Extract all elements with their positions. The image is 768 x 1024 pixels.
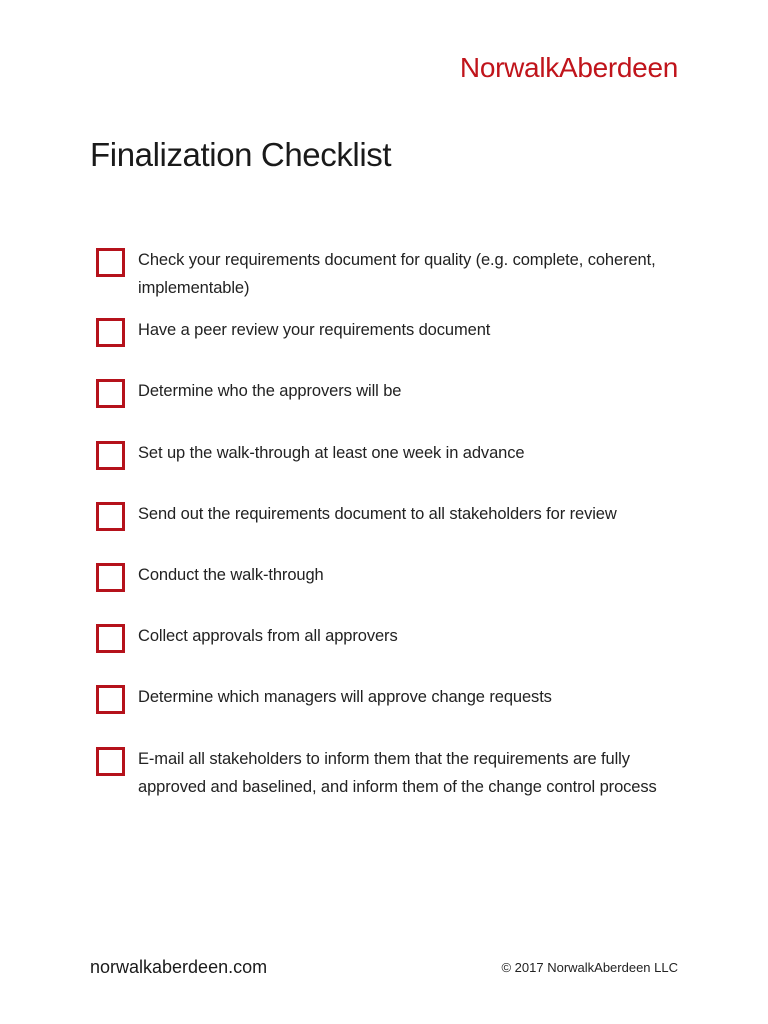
- checklist-item-label: Determine which managers will approve change requests: [138, 688, 552, 706]
- footer-website-link[interactable]: norwalkaberdeen.com: [90, 957, 268, 977]
- checkbox[interactable]: [96, 441, 125, 470]
- checkbox[interactable]: [96, 563, 125, 592]
- brand-logo: NorwalkAberdeen: [459, 52, 678, 83]
- checkbox[interactable]: [96, 379, 125, 408]
- checklist-item-label: E-mail all stakeholders to inform them that the requirements are fully approved and baselined, and inform them of the change control process: [138, 750, 657, 796]
- checkbox[interactable]: [96, 624, 125, 653]
- checklist-item-label: Check your requirements document for quality (e.g. complete, coherent, implementable): [138, 251, 656, 297]
- checklist-item-label: Set up the walk-through at least one week in advance: [138, 444, 525, 462]
- checkbox[interactable]: [96, 685, 125, 714]
- checklist-item-label: Send out the requirements document to all stakeholders for review: [138, 505, 617, 523]
- checkbox[interactable]: [96, 747, 125, 776]
- checklist-item-label: Conduct the walk-through: [138, 566, 324, 584]
- page-title: Finalization Checklist: [90, 136, 392, 173]
- checkbox[interactable]: [96, 318, 125, 347]
- checkbox[interactable]: [96, 248, 125, 277]
- checklist-item-label: Collect approvals from all approvers: [138, 627, 398, 645]
- checkbox[interactable]: [96, 502, 125, 531]
- footer-copyright: © 2017 NorwalkAberdeen LLC: [501, 960, 678, 975]
- checklist-item-label: Have a peer review your requirements document: [138, 321, 491, 339]
- checklist-item-label: Determine who the approvers will be: [138, 382, 402, 400]
